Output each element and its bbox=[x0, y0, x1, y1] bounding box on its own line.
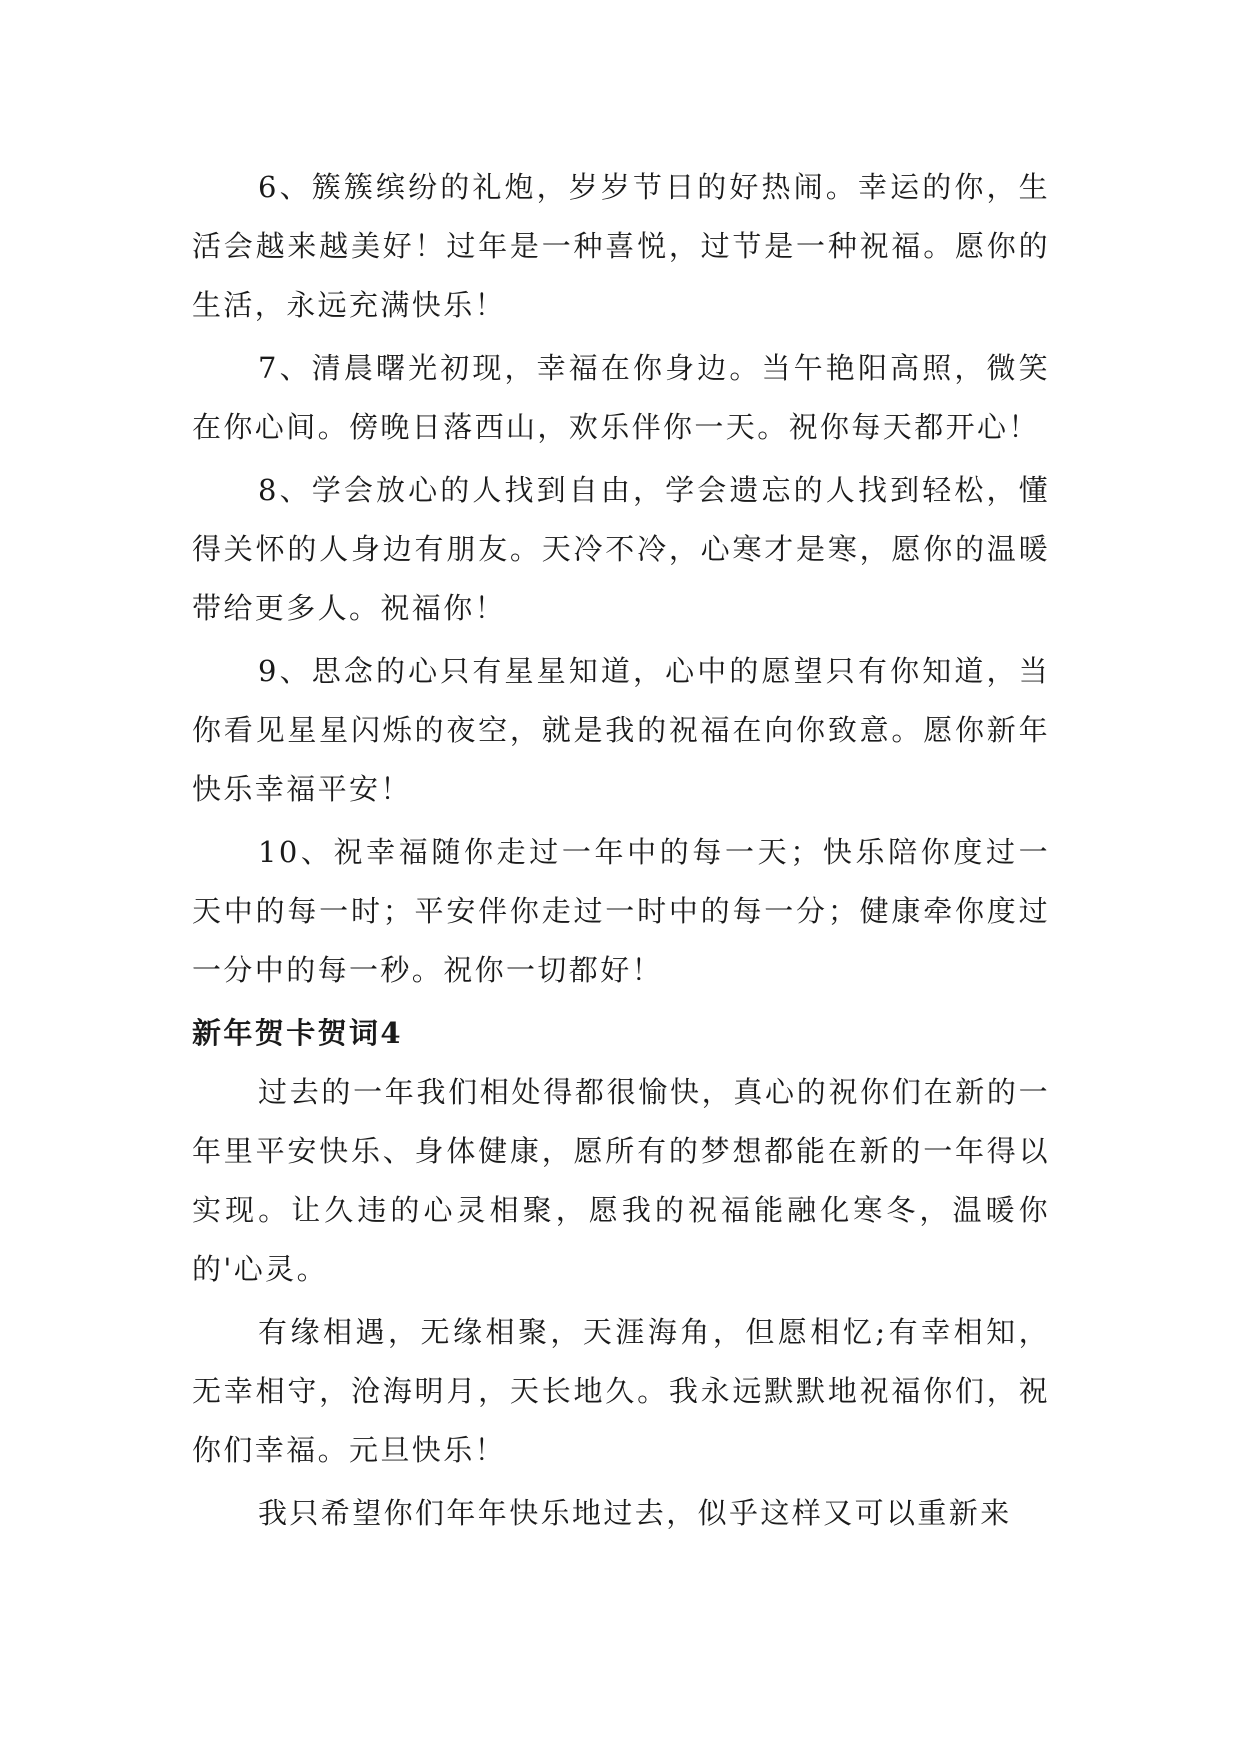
body-paragraph: 过去的一年我们相处得都很愉快，真心的祝你们在新的一年里平安快乐、身体健康，愿所有的梦想都能在新的一年得以实现。让久违的心灵相聚，愿我的祝福能融化寒冬，温暖你的'心灵。 bbox=[192, 1075, 1050, 1286]
wish-paragraph-7: 7、清晨曙光初现，幸福在你身边。当午艳阳高照，微笑在你心间。傍晚日落西山，欢乐伴你一天。祝你每天都开心！ bbox=[192, 351, 1050, 444]
wish-paragraph-6: 6、簇簇缤纷的礼炮，岁岁节日的好热闹。幸运的你，生活会越来越美好！过年是一种喜悦，过节是一种祝福。愿你的生活，永远充满快乐！ bbox=[192, 170, 1050, 322]
wish-paragraph-10: 10、祝幸福随你走过一年中的每一天；快乐陪你度过一天中的每一时；平安伴你走过一时中的每一分；健康牵你度过一分中的每一秒。祝你一切都好！ bbox=[192, 835, 1050, 987]
wish-paragraph-8: 8、学会放心的人找到自由，学会遗忘的人找到轻松，懂得关怀的人身边有朋友。天冷不冷，心寒才是寒，愿你的温暖带给更多人。祝福你！ bbox=[192, 473, 1050, 625]
section-heading: 新年贺卡贺词4 bbox=[192, 1016, 403, 1050]
body-paragraph: 有缘相遇，无缘相聚，天涯海角，但愿相忆;有幸相知，无幸相守，沧海明月，天长地久。我永远默默地祝福你们，祝你们幸福。元旦快乐！ bbox=[192, 1315, 1050, 1467]
body-paragraph: 我只希望你们年年快乐地过去，似乎这样又可以重新来 bbox=[258, 1496, 1012, 1530]
document-page bbox=[192, 158, 1050, 1547]
wish-paragraph-9: 9、思念的心只有星星知道，心中的愿望只有你知道，当你看见星星闪烁的夜空，就是我的祝福在向你致意。愿你新年快乐幸福平安！ bbox=[192, 654, 1050, 806]
